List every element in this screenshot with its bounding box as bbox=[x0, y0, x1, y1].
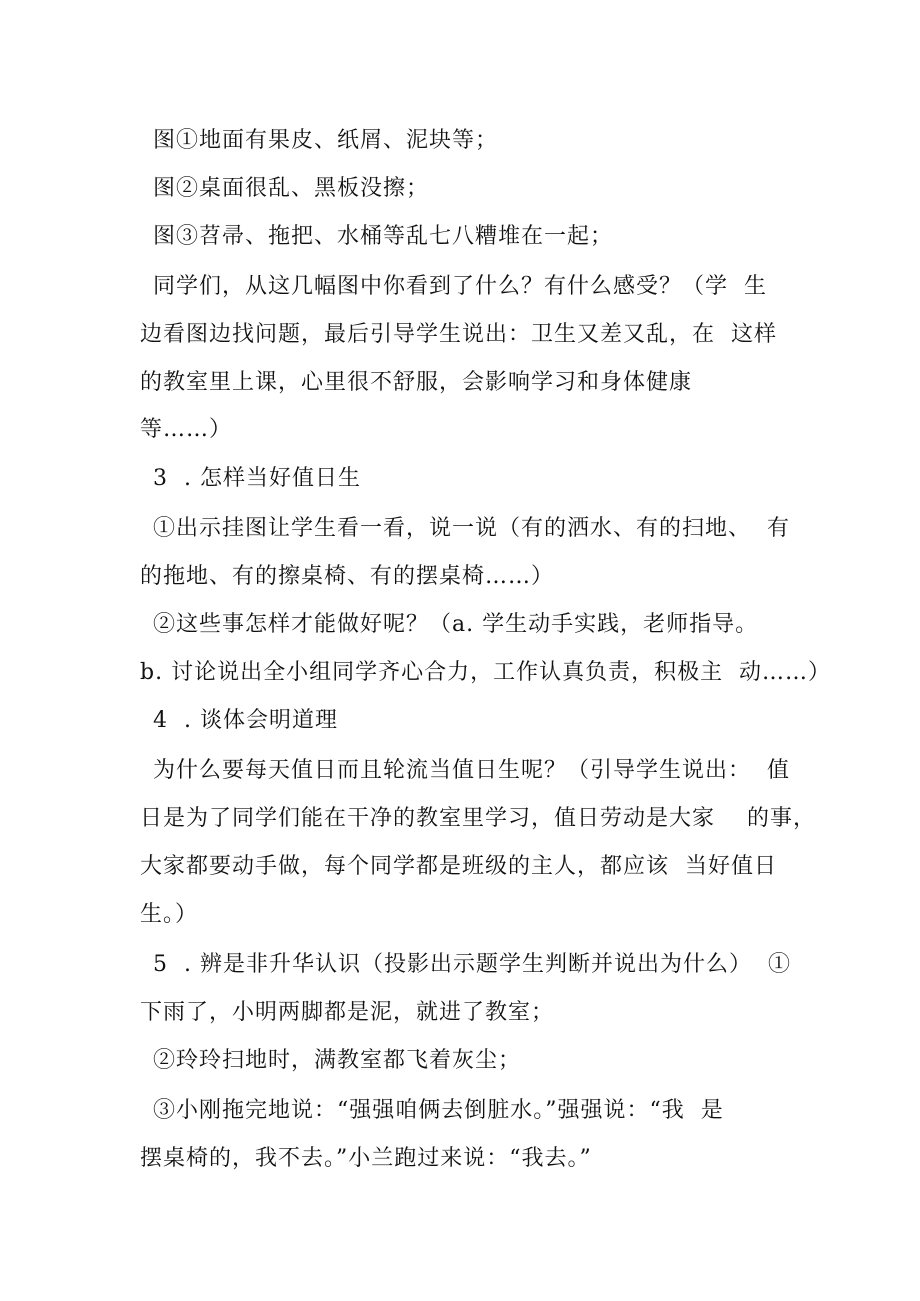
text-line: ②这些事怎样才能做好呢？（a. 学生动手实践，老师指导。 bbox=[153, 612, 759, 637]
section-heading: 4 . 谈体会明道理 bbox=[153, 708, 338, 733]
text-line: 摆桌椅的，我不去。”小兰跑过来说：“我去。” bbox=[140, 1146, 592, 1171]
text-line: 为什么要每天值日而且轮流当值日生呢？（引导学生说出： 值 bbox=[153, 758, 790, 783]
text-line: 图①地面有果皮、纸屑、泥块等； bbox=[153, 128, 499, 153]
text-line: b. 讨论说出全小组同学齐心合力，工作认真负责，积极主 动……） bbox=[140, 660, 832, 685]
section-heading: 5 . 辨是非升华认识（投影出示题学生判断并说出为什么） ① bbox=[153, 952, 791, 977]
text-line: 边看图边找问题，最后引导学生说出：卫生又差又乱，在 这样 bbox=[140, 322, 777, 347]
text-line: 生。） bbox=[140, 902, 199, 927]
section-heading: 3 . 怎样当好值日生 bbox=[153, 466, 361, 491]
text-line: 同学们，从这几幅图中你看到了什么？有什么感受？（学 生 bbox=[153, 274, 767, 299]
text-line: 大家都要动手做，每个同学都是班级的主人，都应该 当好值日 bbox=[140, 854, 777, 879]
text-line: 等……） bbox=[140, 417, 233, 442]
text-line: 的拖地、有的擦桌椅、有的摆桌椅……） bbox=[140, 564, 555, 589]
text-line: 日是为了同学们能在干净的教室里学习，值日劳动是大家 的事， bbox=[140, 806, 816, 831]
text-line: 图③苕帚、拖把、水桶等乱七八糟堆在一起； bbox=[153, 224, 614, 249]
text-line: 下雨了，小明两脚都是泥，就进了教室； bbox=[140, 1000, 555, 1025]
text-line: 图②桌面很乱、黑板没擦； bbox=[153, 176, 430, 201]
text-line: ③小刚拖完地说：“强强咱俩去倒脏水。”强强说：“我 是 bbox=[153, 1098, 724, 1123]
text-line: ①出示挂图让学生看一看，说一说（有的洒水、有的扫地、 有 bbox=[153, 516, 790, 541]
text-line: 的教室里上课，心里很不舒服，会影响学习和身体健康 bbox=[140, 370, 693, 395]
text-line: ②玲玲扫地时，满教室都飞着灰尘； bbox=[153, 1048, 522, 1073]
